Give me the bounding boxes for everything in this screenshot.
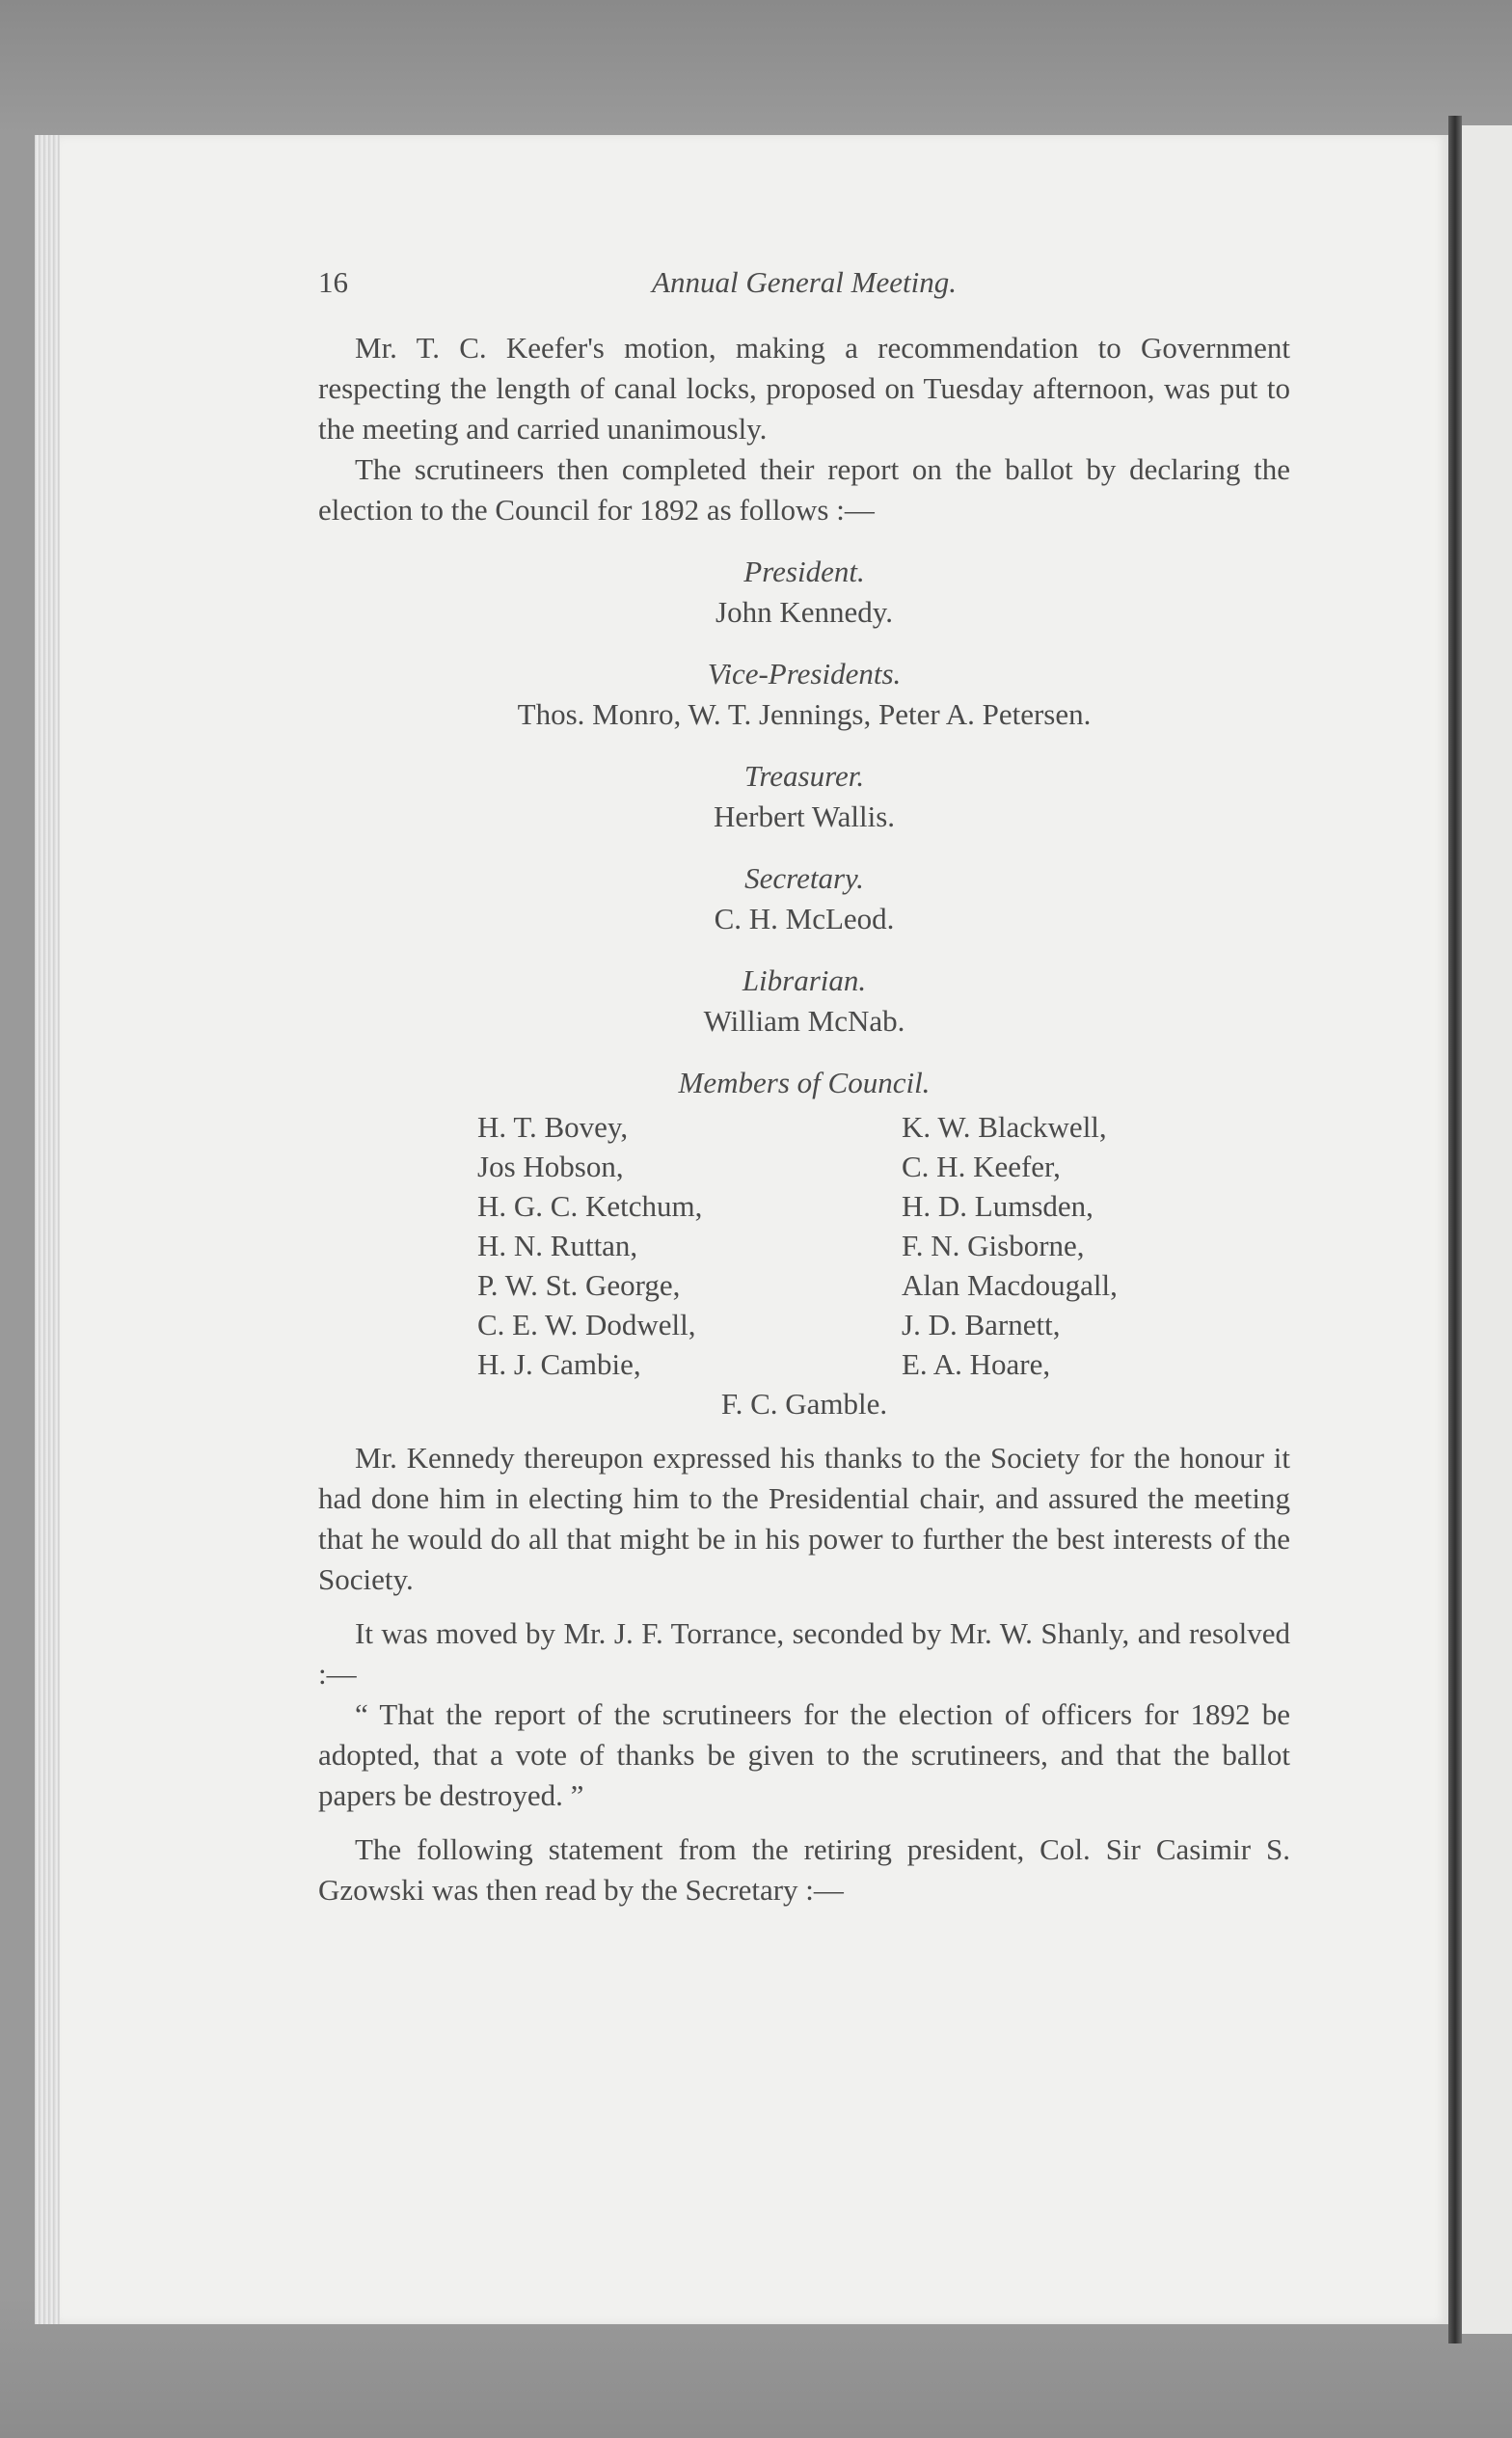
running-title: Annual General Meeting.: [652, 265, 957, 299]
council-member: Jos Hobson,: [477, 1150, 624, 1183]
council-member: J. D. Barnett,: [902, 1308, 1061, 1341]
paragraph-kennedy-thanks: Mr. Kennedy thereupon expressed his thanks to the Society for the honour it had done him in electing him to the Presidential chair, and assured the meeting that he would do all that might be in his power to further the best interests of the Society.: [318, 1441, 1290, 1596]
paragraph-resolution: “ That the report of the scrutineers for the election of officers for 1892 be adopted, that a vote of thanks be given to the scrutineers, and that the ballot papers be destroyed. ”: [318, 1697, 1290, 1812]
book-gutter: [1448, 116, 1462, 2343]
officer-secretary: [318, 858, 1290, 939]
council-member: H. D. Lumsden,: [902, 1189, 1094, 1223]
council-member: C. E. W. Dodwell,: [477, 1308, 696, 1341]
facing-page-edge: [1462, 125, 1512, 2334]
officer-president: [318, 552, 1290, 633]
office-title: President.: [743, 555, 865, 588]
text-column: [318, 328, 1290, 1910]
paragraph-keefer-motion: Mr. T. C. Keefer's motion, making a recommendation to Government respecting the length of canal locks, proposed on Tuesday afternoon, was put to the meeting and carried unanimously.: [318, 331, 1290, 446]
council-member: H. G. C. Ketchum,: [477, 1189, 703, 1223]
page-number: 16: [318, 265, 348, 299]
officer-vice-presidents: [318, 654, 1290, 735]
office-holder: Herbert Wallis.: [713, 799, 896, 833]
office-title: Secretary.: [744, 861, 864, 895]
council-member-last: F. C. Gamble.: [720, 1387, 888, 1421]
council-member: P. W. St. George,: [477, 1268, 681, 1302]
council-member: K. W. Blackwell,: [902, 1110, 1107, 1144]
running-header: [318, 265, 1290, 306]
office-holder: C. H. McLeod.: [714, 902, 895, 935]
office-title: Vice-Presidents.: [707, 657, 902, 691]
council-member: C. H. Keefer,: [902, 1150, 1061, 1183]
office-title: Treasurer.: [743, 759, 865, 793]
office-holder: John Kennedy.: [716, 595, 893, 629]
council-title: Members of Council.: [678, 1066, 931, 1099]
office-holder: William McNab.: [703, 1004, 905, 1038]
council-members-list: [477, 1107, 1290, 1384]
council-member: Alan Macdougall,: [902, 1268, 1118, 1302]
council-member: F. N. Gisborne,: [902, 1229, 1085, 1262]
council-member: H. N. Ruttan,: [477, 1229, 638, 1262]
officer-treasurer: [318, 756, 1290, 837]
council-member: H. J. Cambie,: [477, 1347, 641, 1381]
officer-librarian: [318, 961, 1290, 1042]
paragraph-scrutineers: The scrutineers then completed their report on the ballot by declaring the election to the Council for 1892 as follows :—: [318, 452, 1290, 527]
council-member: E. A. Hoare,: [902, 1347, 1051, 1381]
office-holder: Thos. Monro, W. T. Jennings, Peter A. Petersen.: [517, 697, 1092, 731]
paragraph-statement: The following statement from the retiring president, Col. Sir Casimir S. Gzowski was then read by the Secretary :—: [318, 1832, 1290, 1907]
office-title: Librarian.: [742, 963, 867, 997]
council-member: H. T. Bovey,: [477, 1110, 629, 1144]
paragraph-motion: It was moved by Mr. J. F. Torrance, seconded by Mr. W. Shanly, and resolved :—: [318, 1616, 1290, 1691]
